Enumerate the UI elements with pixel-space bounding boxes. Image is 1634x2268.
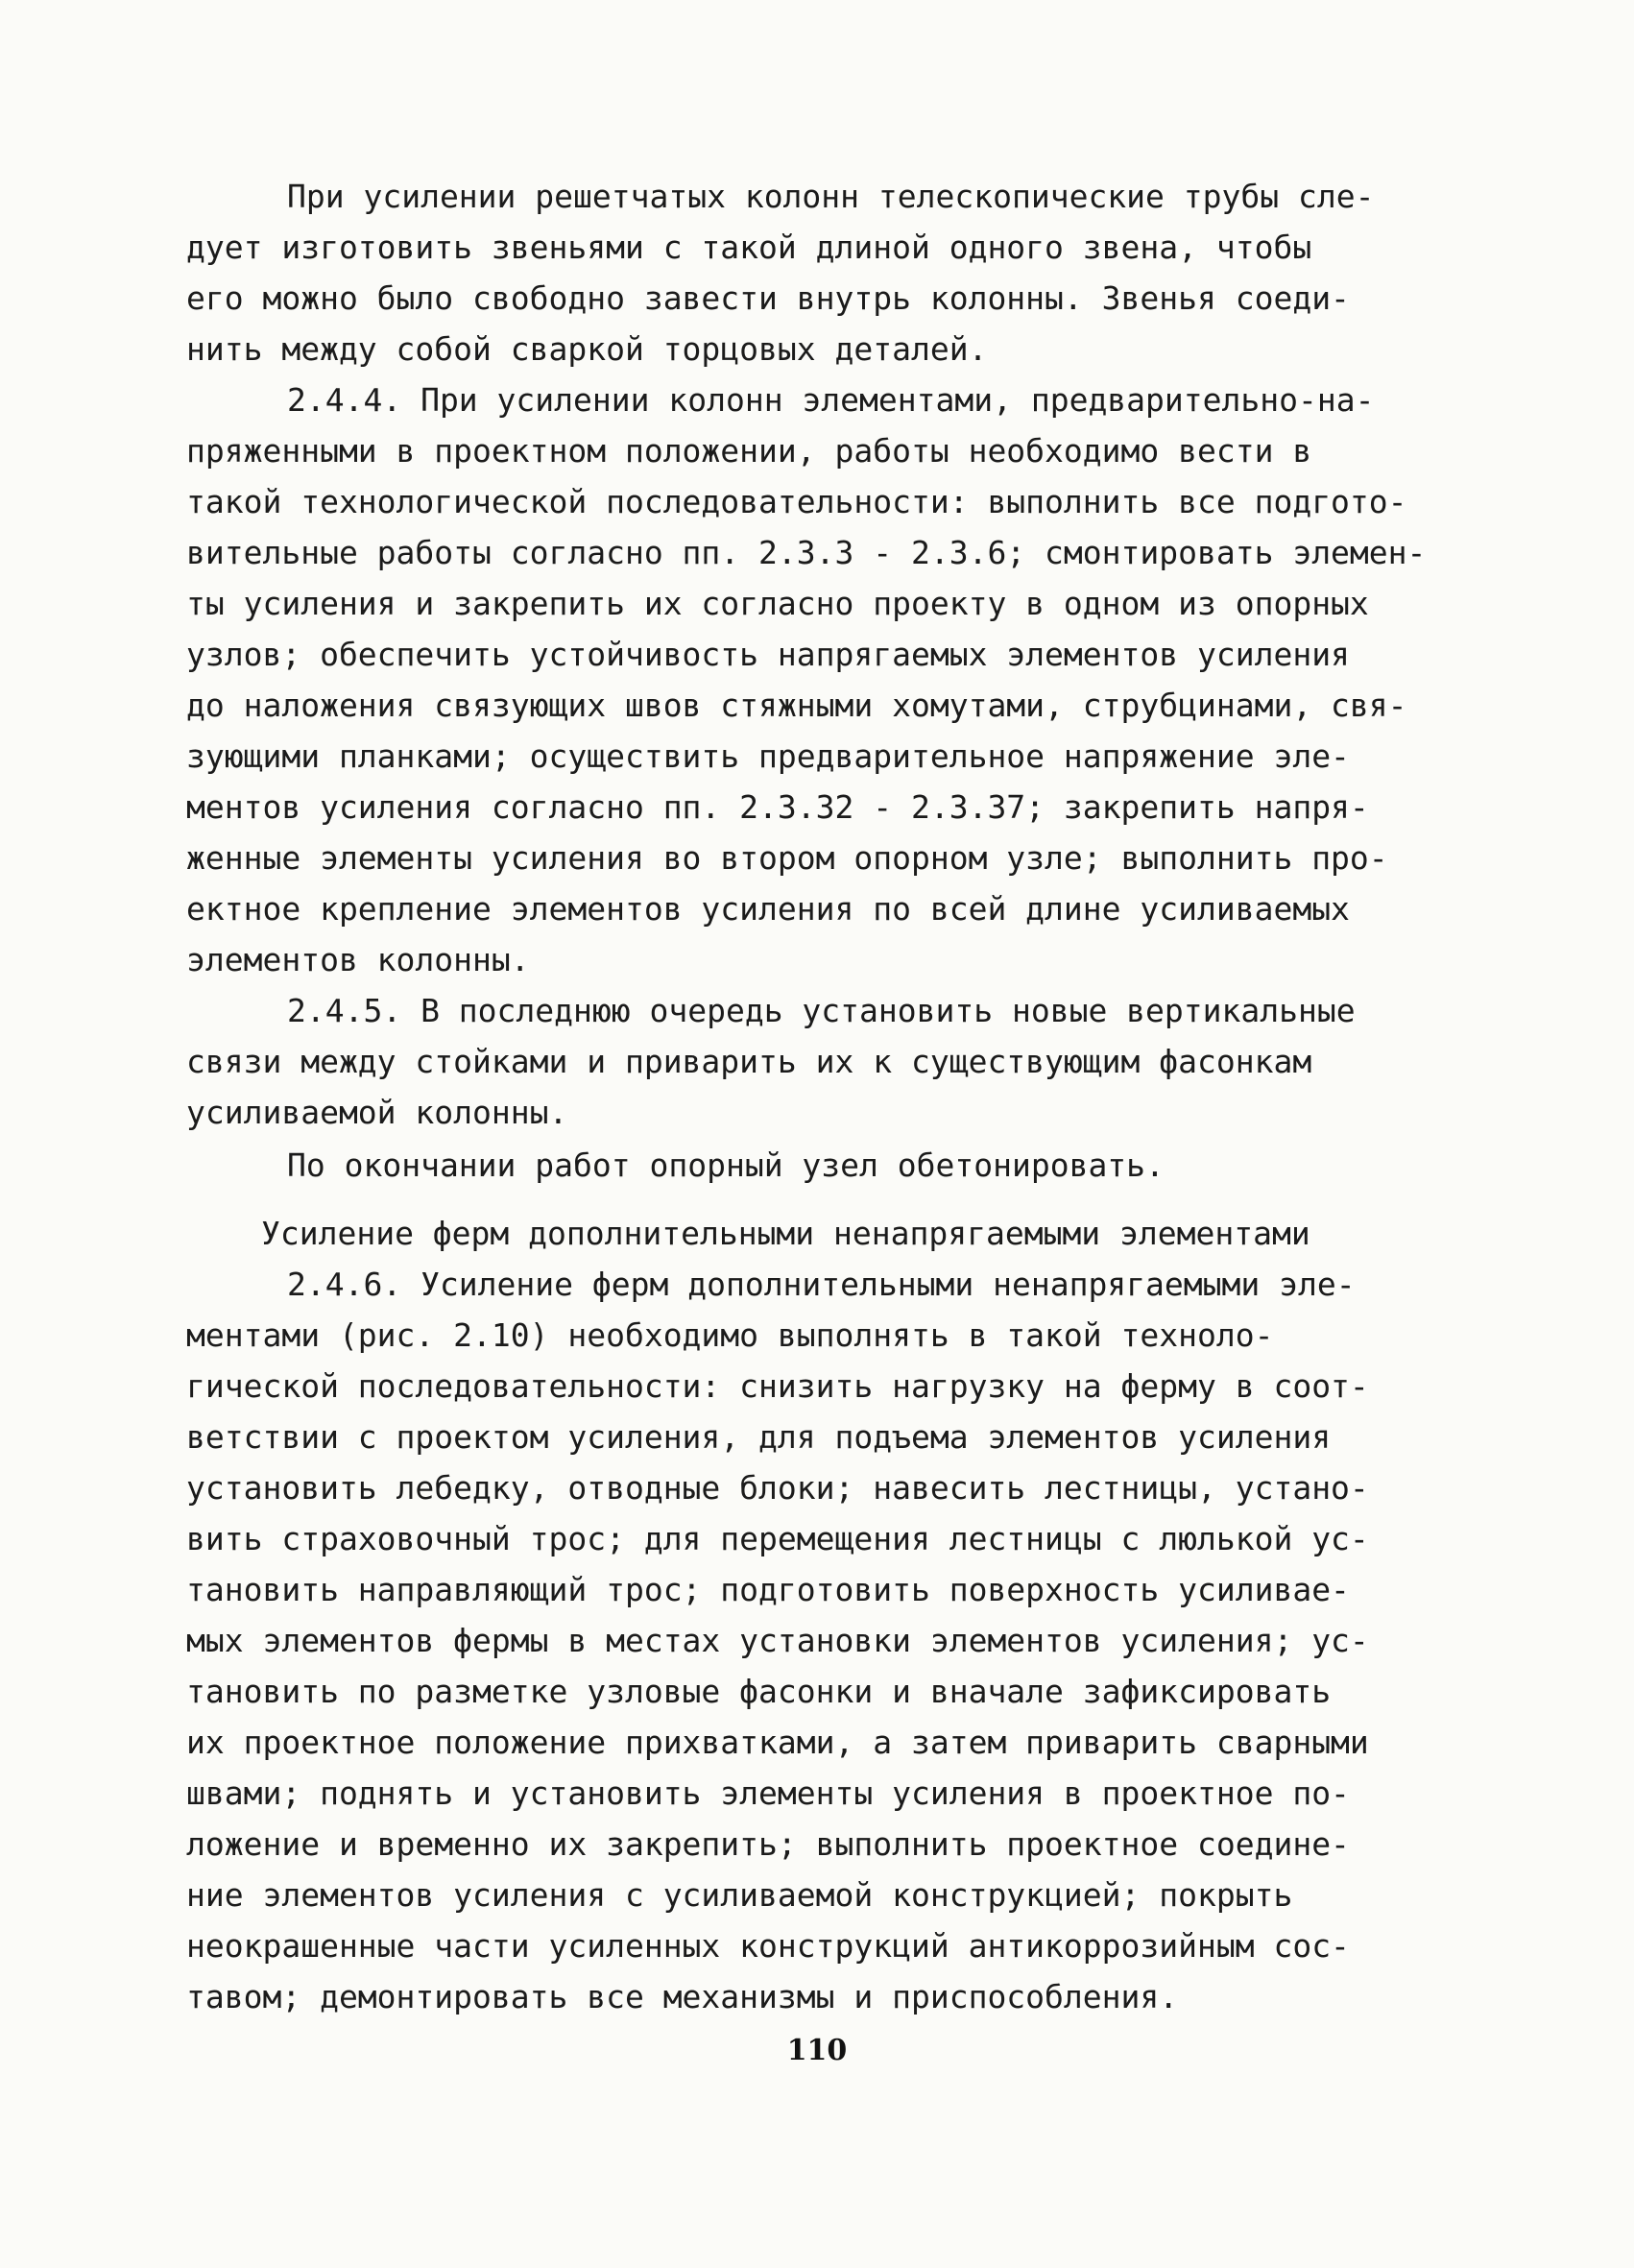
text-line: такой технологической последовательности: выполнить все подгото- xyxy=(186,483,1407,520)
text-line: связи между стойками и приварить их к существующим фасонкам xyxy=(186,1043,1312,1080)
text-line: вительные работы согласно пп. 2.3.3 - 2.3.6; смонтировать элемен- xyxy=(186,534,1427,571)
text-line: гической последовательности: снизить нагрузку на ферму в соот- xyxy=(186,1367,1369,1405)
text-line: тановить по разметке узловые фасонки и вначале зафиксировать xyxy=(186,1673,1332,1710)
text-line: установить лебедку, отводные блоки; навесить лестницы, устано- xyxy=(186,1469,1369,1507)
text-line: ты усиления и закрепить их согласно проекту в одном из опорных xyxy=(186,585,1369,622)
text-line: ектное крепление элементов усиления по всей длине усиливаемых xyxy=(186,890,1350,928)
text-line: нить между собой сваркой торцовых деталей. xyxy=(186,330,988,368)
text-line: их проектное положение прихватками, а затем приварить сварными xyxy=(186,1724,1369,1761)
text-line: ветствии с проектом усиления, для подъема элементов усиления xyxy=(186,1418,1332,1456)
text-line: зующими планками; осуществить предварительное напряжение эле- xyxy=(186,737,1350,775)
text-line: ложение и временно их закрепить; выполнить проектное соедине- xyxy=(186,1825,1350,1863)
text-line: дует изготовить звеньями с такой длиной одного звена, чтобы xyxy=(186,229,1312,266)
text-line: элементов колонны. xyxy=(186,941,530,978)
text-line: 2.4.6. Усиление ферм дополнительными ненапрягаемыми эле- xyxy=(287,1266,1356,1303)
text-line: неокрашенные части усиленных конструкций антикоррозийным сос- xyxy=(186,1927,1350,1965)
text-line: до наложения связующих швов стяжными хомутами, струбцинами, свя- xyxy=(186,687,1407,724)
text-line: усиливаемой колонны. xyxy=(186,1094,568,1131)
text-line: ние элементов усиления с усиливаемой конструкцией; покрыть xyxy=(186,1876,1293,1914)
text-line: узлов; обеспечить устойчивость напрягаемых элементов усиления xyxy=(186,636,1350,673)
text-line: мых элементов фермы в местах установки элементов усиления; ус- xyxy=(186,1622,1369,1659)
text-line: вить страховочный трос; для перемещения лестницы с люлькой ус- xyxy=(186,1520,1369,1557)
text-line: По окончании работ опорный узел обетонировать. xyxy=(287,1146,1165,1184)
text-line: тавом; демонтировать все механизмы и приспособления. xyxy=(186,1978,1179,2015)
text-line: 2.4.4. При усилении колонн элементами, предварительно-на- xyxy=(287,381,1375,419)
text-line: швами; поднять и установить элементы усиления в проектное по- xyxy=(186,1774,1350,1812)
section-heading: Усиление ферм дополнительными ненапрягаемыми элементами xyxy=(261,1215,1310,1252)
text-line: женные элементы усиления во втором опорном узле; выполнить про- xyxy=(186,839,1388,877)
text-line: пряженными в проектном положении, работы необходимо вести в xyxy=(186,432,1312,470)
text-line: При усилении решетчатых колонн телескопические трубы сле- xyxy=(287,178,1375,215)
text-line: ментов усиления согласно пп. 2.3.32 - 2.3.37; закрепить напря- xyxy=(186,788,1369,826)
page-number: 110 xyxy=(786,2034,848,2067)
document-body xyxy=(186,171,1463,2022)
text-line: его можно было свободно завести внутрь колонны. Звенья соеди- xyxy=(186,279,1350,317)
text-line: 2.4.5. В последнюю очередь установить новые вертикальные xyxy=(287,992,1356,1029)
text-line: ментами (рис. 2.10) необходимо выполнять в такой техноло- xyxy=(186,1316,1274,1354)
text-line: тановить направляющий трос; подготовить поверхность усиливае- xyxy=(186,1571,1350,1608)
